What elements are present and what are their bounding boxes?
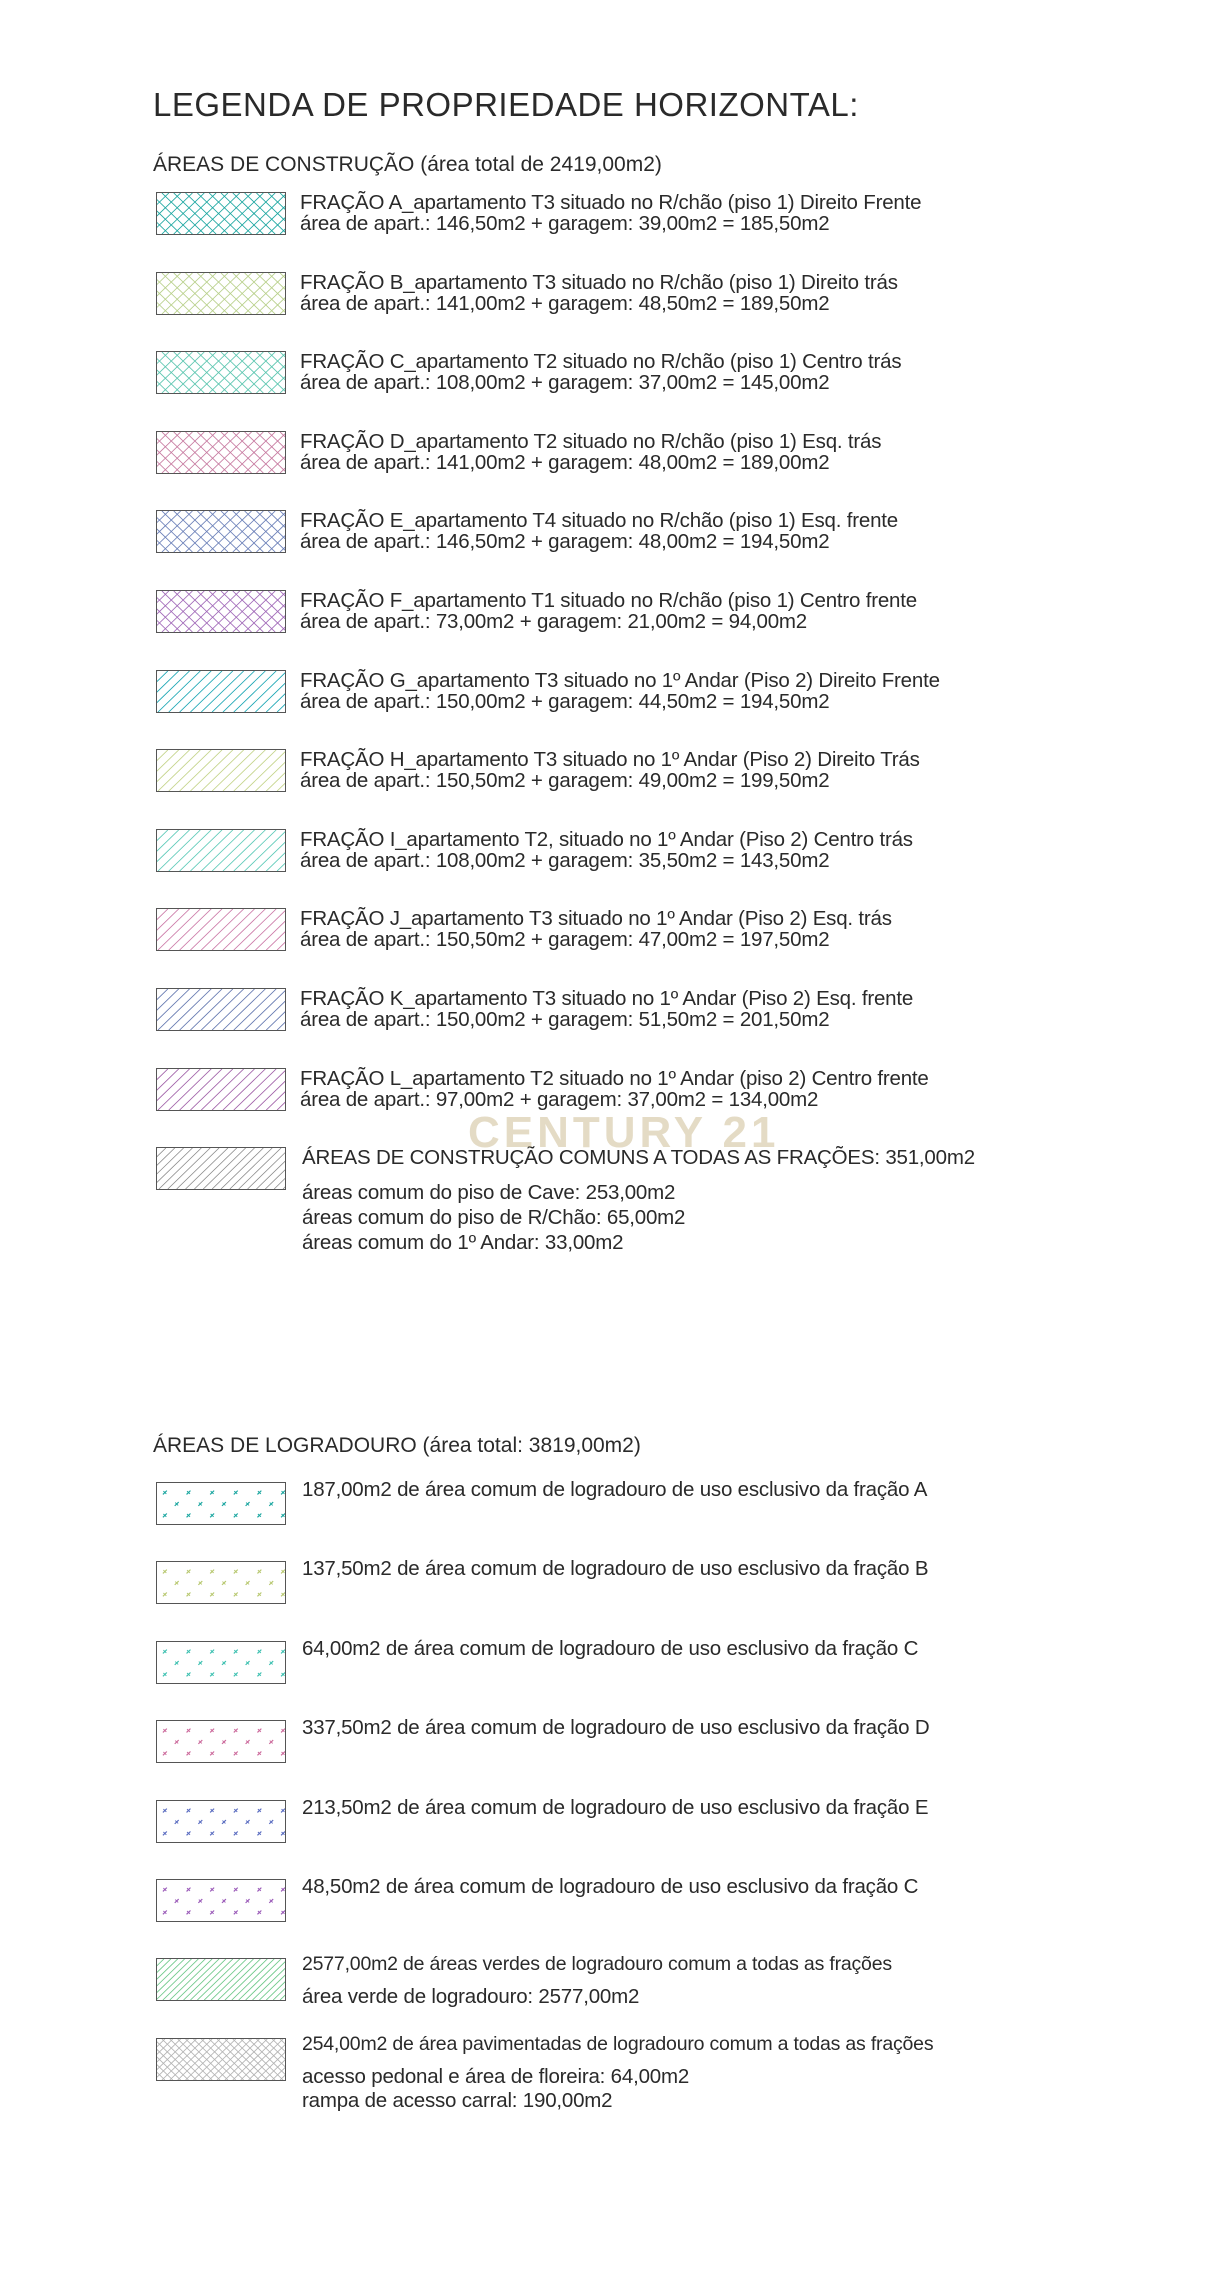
- legend-swatch: [156, 1482, 286, 1525]
- legend-title: FRAÇÃO L_apartamento T2 situado no 1º Andar (piso 2) Centro frente: [300, 1066, 929, 1090]
- legend-detail: áreas comum do 1º Andar: 33,00m2: [302, 1231, 624, 1255]
- legend-swatch: [156, 272, 286, 315]
- legend-title: ÁREAS DE CONSTRUÇÃO COMUNS A TODAS AS FRAÇÕES: 351,00m2: [302, 1146, 975, 1170]
- legend-area: área de apart.: 146,50m2 + garagem: 48,00m2 = 194,50m2: [300, 530, 830, 554]
- legend-title: 2577,00m2 de áreas verdes de logradouro comum a todas as frações: [302, 1953, 892, 1976]
- legend-swatch: [156, 431, 286, 474]
- legend-area: área de apart.: 141,00m2 + garagem: 48,00m2 = 189,00m2: [300, 450, 830, 474]
- legend-detail: acesso pedonal e área de floreira: 64,00m2: [302, 2064, 690, 2088]
- legend-title: FRAÇÃO B_apartamento T3 situado no R/chão (piso 1) Direito trás: [300, 270, 898, 294]
- legend-swatch: [156, 749, 286, 792]
- legend-swatch: [156, 1641, 286, 1684]
- legend-detail: áreas comum do piso de Cave: 253,00m2: [302, 1181, 676, 1205]
- legend-swatch: [156, 670, 286, 713]
- legend-swatch: [156, 351, 286, 394]
- legend-area: área de apart.: 108,00m2 + garagem: 35,50m2 = 143,50m2: [300, 848, 830, 872]
- legend-title: FRAÇÃO J_apartamento T3 situado no 1º Andar (Piso 2) Esq. trás: [300, 907, 892, 931]
- legend-swatch: [156, 829, 286, 872]
- legend-title: 254,00m2 de área pavimentadas de logradouro comum a todas as frações: [302, 2032, 934, 2055]
- legend-area: área de apart.: 73,00m2 + garagem: 21,00m2 = 94,00m2: [300, 610, 807, 633]
- legend-title: FRAÇÃO G_apartamento T3 situado no 1º Andar (Piso 2) Direito Frente: [300, 668, 940, 692]
- legend-title: FRAÇÃO E_apartamento T4 situado no R/chão (piso 1) Esq. frente: [300, 509, 898, 533]
- legend-area: área de apart.: 150,00m2 + garagem: 44,50m2 = 194,50m2: [300, 689, 830, 713]
- legend-area: área de apart.: 108,00m2 + garagem: 37,00m2 = 145,00m2: [300, 371, 830, 395]
- legend-title: FRAÇÃO C_apartamento T2 situado no R/chão (piso 1) Centro trás: [300, 350, 902, 374]
- legend-swatch: [156, 510, 286, 553]
- legend-swatch: [156, 908, 286, 951]
- watermark: CENTURY 21: [468, 1108, 780, 1157]
- legend-title: FRAÇÃO I_apartamento T2, situado no 1º Andar (Piso 2) Centro trás: [300, 827, 913, 851]
- legend-area: área de apart.: 150,50m2 + garagem: 47,00m2 = 197,50m2: [300, 928, 830, 952]
- legend-swatch: [156, 1147, 286, 1190]
- legend-swatch: [156, 1720, 286, 1763]
- legend-detail: áreas comum do piso de R/Chão: 65,00m2: [302, 1206, 686, 1230]
- legend-detail: rampa de acesso carral: 190,00m2: [302, 2088, 613, 2112]
- legend-area: área de apart.: 150,00m2 + garagem: 51,50m2 = 201,50m2: [300, 1008, 830, 1031]
- legend-area: área de apart.: 141,00m2 + garagem: 48,50m2 = 189,50m2: [300, 291, 830, 315]
- legend-detail: área verde de logradouro: 2577,00m2: [302, 1985, 640, 2009]
- legend-swatch: [156, 988, 286, 1031]
- legend-swatch: [156, 2038, 286, 2081]
- legend-title: FRAÇÃO F_apartamento T1 situado no R/chão (piso 1) Centro frente: [300, 589, 917, 612]
- page-title: LEGENDA DE PROPRIEDADE HORIZONTAL:: [153, 86, 859, 123]
- legend-area: área de apart.: 146,50m2 + garagem: 39,00m2 = 185,50m2: [300, 212, 830, 235]
- legend-title: 137,50m2 de área comum de logradouro de uso esclusivo da fração B: [302, 1557, 929, 1581]
- legend-swatch: [156, 1879, 286, 1922]
- legend-title: 48,50m2 de área comum de logradouro de uso esclusivo da fração C: [302, 1875, 919, 1898]
- legend-swatch: [156, 1800, 286, 1843]
- legend-swatch: [156, 192, 286, 235]
- legend-title: 187,00m2 de área comum de logradouro de uso esclusivo da fração A: [302, 1478, 928, 1501]
- legend-area: área de apart.: 97,00m2 + garagem: 37,00m2 = 134,00m2: [300, 1087, 819, 1111]
- legend-title: 213,50m2 de área comum de logradouro de uso esclusivo da fração E: [302, 1795, 929, 1819]
- legend-title: FRAÇÃO D_apartamento T2 situado no R/chão (piso 1) Esq. trás: [300, 429, 882, 453]
- legend-area: área de apart.: 150,50m2 + garagem: 49,00m2 = 199,50m2: [300, 769, 830, 793]
- legend-swatch: [156, 590, 286, 633]
- legend-swatch: [156, 1958, 286, 2001]
- legend-title: FRAÇÃO H_apartamento T3 situado no 1º Andar (Piso 2) Direito Trás: [300, 748, 920, 772]
- legend-title: 337,50m2 de área comum de logradouro de uso esclusivo da fração D: [302, 1716, 930, 1740]
- legend-title: 64,00m2 de área comum de logradouro de uso esclusivo da fração C: [302, 1636, 919, 1660]
- logradouro-heading: ÁREAS DE LOGRADOURO (área total: 3819,00m2): [153, 1434, 641, 1457]
- legend-title: FRAÇÃO K_apartamento T3 situado no 1º Andar (Piso 2) Esq. frente: [300, 987, 914, 1010]
- legend-title: FRAÇÃO A_apartamento T3 situado no R/chão (piso 1) Direito Frente: [300, 191, 922, 214]
- legend-swatch: [156, 1561, 286, 1604]
- construction-heading: ÁREAS DE CONSTRUÇÃO (área total de 2419,00m2): [153, 153, 662, 176]
- legend-swatch: [156, 1068, 286, 1111]
